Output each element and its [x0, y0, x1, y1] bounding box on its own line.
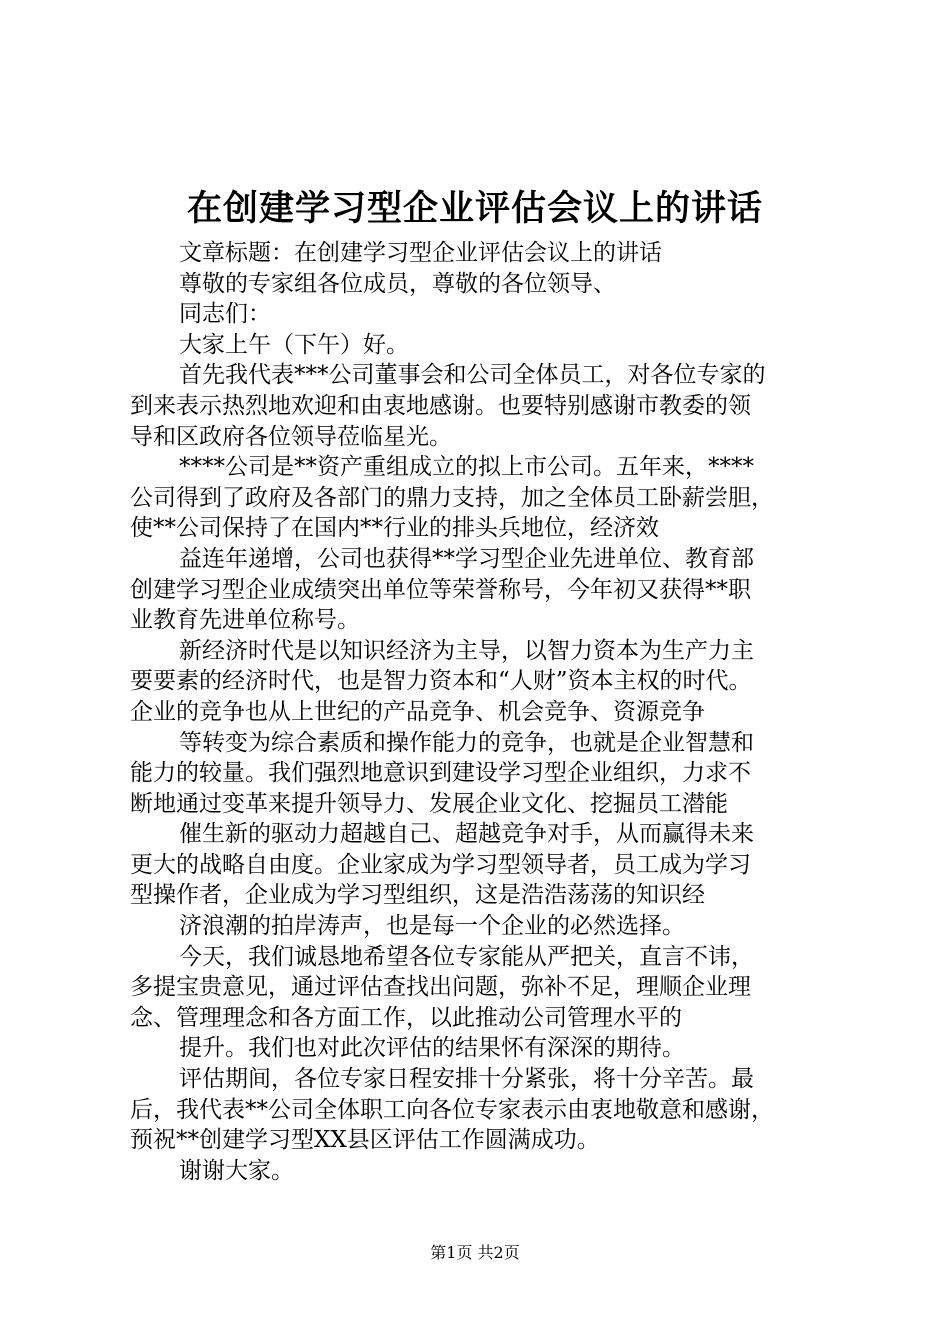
document-body [130, 238, 850, 1186]
body-line: 公司得到了政府及各部门的鼎力支持，加之全体员工卧薪尝胆， [130, 484, 774, 511]
body-line: 大家上午（下午）好。 [179, 331, 409, 358]
body-line: 新经济时代是以知识经济为主导，以智力资本为生产力主 [179, 637, 754, 664]
body-line: 能力的较量。我们强烈地意识到建设学习型企业组织，力求不 [130, 760, 751, 787]
body-line: 文章标题：在创建学习型企业评估会议上的讲话 [179, 240, 662, 266]
body-line: 预祝**创建学习型XX县区评估工作圆满成功。 [130, 1127, 600, 1154]
body-line: 断地通过变革来提升领导力、发展企业文化、挖掘员工潜能 [130, 790, 728, 817]
body-line: 提升。我们也对此次评估的结果怀有深深的期待。 [179, 1035, 685, 1062]
body-line: 多提宝贵意见，通过评估查找出问题，弥补不足，理顺企业理 [130, 974, 751, 1001]
body-line: 导和区政府各位领导莅临星光。 [130, 423, 452, 450]
body-line: 后，我代表**公司全体职工向各位专家表示由衷地敬意和感谢， [130, 1096, 774, 1123]
body-line: 首先我代表***公司董事会和公司全体员工，对各位专家的 [179, 362, 766, 389]
body-line: 使**公司保持了在国内**行业的排头兵地位，经济效 [130, 515, 659, 542]
body-line: 更大的战略自由度。企业家成为学习型领导者，员工成为学习 [130, 851, 751, 878]
body-line: 评估期间，各位专家日程安排十分紧张，将十分辛苦。最 [179, 1066, 754, 1093]
document-title: 在创建学习型企业评估会议上的讲话 [186, 188, 763, 229]
body-line: 今天，我们诚恳地希望各位专家能从严把关，直言不讳， [179, 943, 754, 970]
body-line: 济浪潮的拍岸涛声，也是每一个企业的必然选择。 [179, 913, 685, 940]
body-line: 企业的竞争也从上世纪的产品竞争、机会竞争、资源竞争 [130, 698, 705, 725]
body-line: 谢谢大家。 [179, 1157, 294, 1184]
body-line: 等转变为综合素质和操作能力的竞争，也就是企业智慧和 [179, 729, 754, 756]
body-line: 创建学习型企业成绩突出单位等荣誉称号，今年初又获得**职 [130, 576, 751, 603]
body-line: 要要素的经济时代，也是智力资本和“人财”资本主权的时代。 [130, 668, 752, 695]
page-footer: 第1页 共2页 [430, 1243, 520, 1262]
body-line: 念、管理理念和各方面工作，以此推动公司管理水平的 [130, 1004, 682, 1031]
body-line: 益连年递增，公司也获得**学习型企业先进单位、教育部 [179, 545, 754, 572]
body-line: 催生新的驱动力超越自己、超越竞争对手，从而赢得未来 [179, 821, 754, 848]
body-line: ****公司是**资产重组成立的拟上市公司。五年来，**** [179, 454, 754, 481]
body-line: 到来表示热烈地欢迎和由衷地感谢。也要特别感谢市教委的领 [130, 392, 751, 419]
body-line: 业教育先进单位称号。 [130, 607, 360, 634]
body-line: 型操作者，企业成为学习型组织，这是浩浩荡荡的知识经 [130, 882, 705, 909]
body-line: 同志们： [179, 301, 271, 328]
body-line: 尊敬的专家组各位成员，尊敬的各位领导、 [179, 270, 616, 297]
